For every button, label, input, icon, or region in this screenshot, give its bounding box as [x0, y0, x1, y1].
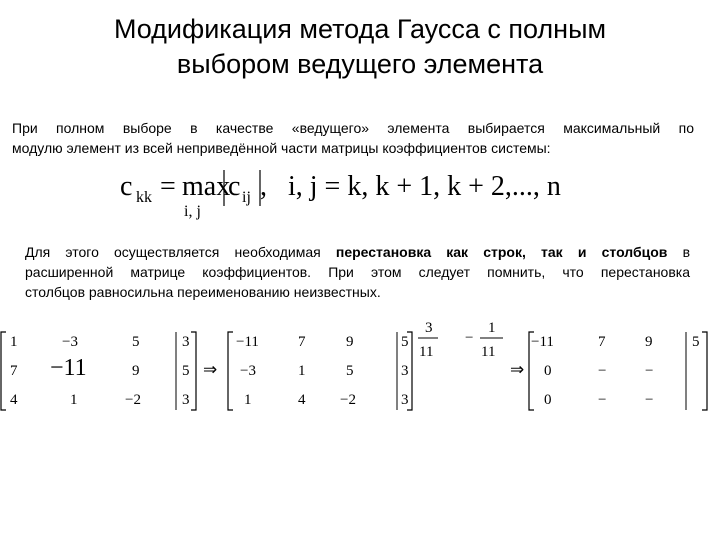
m1-rhs: 3	[182, 334, 190, 350]
formula-range: , i, j = k, k + 1, k + 2,..., n	[260, 171, 561, 202]
pivot-formula	[120, 160, 561, 220]
multiplier-denominator: 11	[419, 344, 434, 360]
m3-cell: 7	[598, 334, 606, 350]
m1-rhs: 5	[182, 363, 190, 379]
m1-cell: 4	[10, 392, 18, 408]
m3-cell: −	[598, 392, 607, 408]
permutation-paragraph	[25, 242, 690, 302]
m2-cell: 7	[298, 334, 306, 350]
bracket-right	[702, 332, 707, 410]
m1-cell: 1	[70, 392, 78, 408]
m3-cell: 0	[544, 363, 552, 379]
m2-cell: −3	[240, 363, 256, 379]
multiplier-denominator: 11	[481, 344, 496, 360]
intro-line-2: модулю элемент из всей неприведённой части матрицы коэффициентов системы:	[12, 140, 551, 156]
m2-cell: −11	[236, 334, 259, 350]
formula-lhs-sub: kk	[136, 189, 152, 206]
m2-rhs: 3	[401, 363, 409, 379]
m1-cell: 7	[10, 363, 18, 379]
title-line-2: выбором ведущего элемента	[176, 49, 544, 79]
m2-cell: 4	[298, 392, 306, 408]
m2-rhs: 5	[401, 334, 409, 350]
formula-max: max	[182, 171, 231, 202]
bracket-left	[228, 332, 233, 410]
m3-rhs: 5	[692, 334, 700, 350]
m2-cell: 9	[346, 334, 354, 350]
title-line-1: Модификация метода Гаусса с полным	[113, 14, 607, 44]
m2-cell: −2	[340, 392, 356, 408]
perm-line-1c: в	[667, 244, 691, 260]
matrix-2	[228, 332, 412, 410]
multiplier-sign: −	[465, 330, 474, 346]
m1-pivot-cell: −11	[50, 355, 87, 381]
m1-cell: −3	[62, 334, 78, 350]
intro-paragraph	[12, 118, 694, 158]
m3-cell: 0	[544, 392, 552, 408]
m1-rhs: 3	[182, 392, 190, 408]
matrix-1	[1, 332, 196, 410]
perm-emphasis: перестановка как строк, так и столбцов	[335, 244, 668, 260]
row-multiplier-1	[418, 320, 438, 360]
intro-line-1: При полном выборе в качестве «ведущего» элемента выбирается максимальный по	[12, 120, 694, 136]
m2-rhs: 3	[401, 392, 409, 408]
matrix-example	[0, 310, 720, 420]
matrix-3	[529, 332, 707, 410]
m3-cell: −	[645, 392, 654, 408]
row-multiplier-2	[465, 320, 503, 360]
m2-cell: 1	[244, 392, 252, 408]
m1-cell: 5	[132, 334, 140, 350]
formula-eq: =	[160, 171, 176, 202]
formula-arg-sub: ij	[242, 189, 251, 206]
formula-lhs: c	[120, 171, 133, 202]
perm-line-2: расширенной матрице коэффициентов. При этом следует помнить, что перестановка	[25, 264, 690, 280]
multiplier-numerator: 1	[488, 320, 496, 336]
formula-max-sub: i, j	[184, 203, 201, 220]
perm-line-1	[25, 242, 690, 262]
m1-cell: 1	[10, 334, 18, 350]
perm-line-3: столбцов равносильна переименованию неизвестных.	[25, 284, 381, 300]
bracket-left	[1, 332, 6, 410]
multiplier-numerator: 3	[425, 320, 433, 336]
slide-title	[0, 12, 720, 82]
arrow-2: ⇒	[510, 360, 525, 379]
m3-cell: −	[645, 363, 654, 379]
m1-cell: 9	[132, 363, 140, 379]
m2-cell: 1	[298, 363, 306, 379]
m2-cell: 5	[346, 363, 354, 379]
m3-cell: −	[598, 363, 607, 379]
bracket-right	[191, 332, 196, 410]
perm-line-1a: Для этого осуществляется необходимая	[25, 244, 336, 260]
formula-arg: c	[228, 171, 241, 202]
m1-cell: −2	[125, 392, 141, 408]
m3-cell: 9	[645, 334, 653, 350]
arrow-1: ⇒	[203, 360, 218, 379]
m3-cell: −11	[531, 334, 554, 350]
